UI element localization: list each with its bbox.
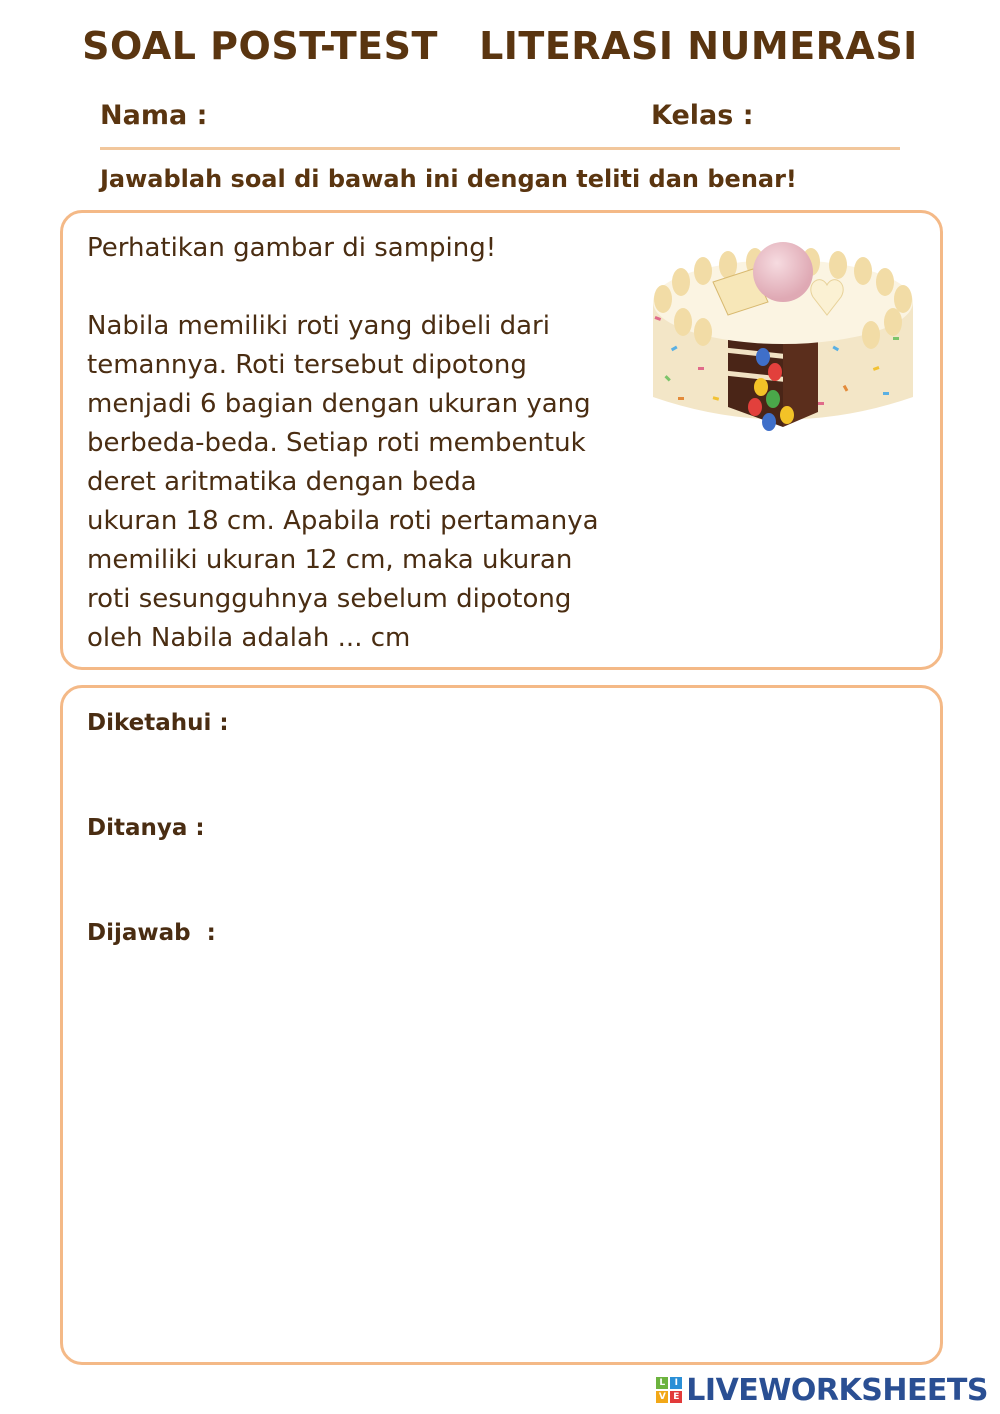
liveworksheets-logo[interactable] bbox=[656, 1372, 988, 1408]
cake-image bbox=[643, 227, 923, 442]
known-label: Diketahui : bbox=[87, 710, 229, 736]
question-line: memiliki ukuran 12 cm, maka ukuran bbox=[87, 545, 573, 575]
question-line: berbeda-beda. Setiap roti membentuk bbox=[87, 428, 586, 458]
question-box bbox=[60, 210, 943, 670]
logo-icon: L I V E bbox=[656, 1377, 682, 1403]
class-label: Kelas : bbox=[651, 100, 754, 131]
question-line: temannya. Roti tersebut dipotong bbox=[87, 350, 527, 380]
instruction-text: Jawablah soal di bawah ini dengan teliti dan benar! bbox=[100, 165, 797, 193]
question-line: ukuran 18 cm. Apabila roti pertamanya bbox=[87, 506, 599, 536]
worksheet-title: SOAL POST-TEST LITERASI NUMERASI bbox=[82, 24, 918, 68]
question-line: deret aritmatika dengan beda bbox=[87, 467, 477, 497]
name-label: Nama : bbox=[100, 100, 208, 131]
answer-box[interactable] bbox=[60, 685, 943, 1365]
question-text bbox=[87, 229, 647, 658]
question-line: menjadi 6 bagian dengan ukuran yang bbox=[87, 389, 591, 419]
logo-text: LIVEWORKSHEETS bbox=[686, 1372, 988, 1408]
header-divider bbox=[100, 147, 900, 150]
question-line: oleh Nabila adalah ... cm bbox=[87, 623, 411, 653]
question-line: Nabila memiliki roti yang dibeli dari bbox=[87, 311, 550, 341]
question-intro: Perhatikan gambar di samping! bbox=[87, 233, 497, 263]
student-info-row bbox=[100, 100, 900, 140]
asked-label: Ditanya : bbox=[87, 815, 205, 841]
answered-label: Dijawab : bbox=[87, 920, 216, 946]
question-line: roti sesungguhnya sebelum dipotong bbox=[87, 584, 572, 614]
